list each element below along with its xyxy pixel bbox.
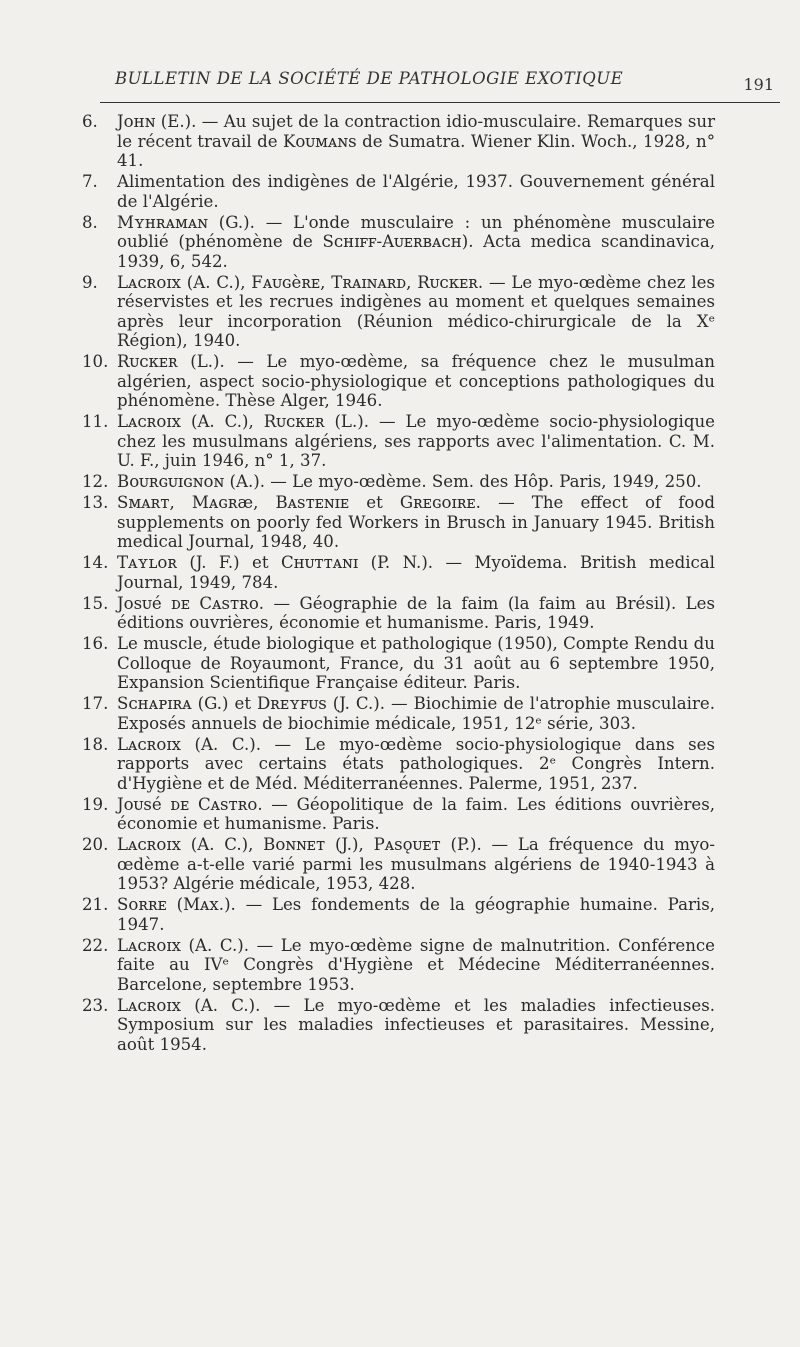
page-number: 191 (743, 75, 774, 94)
reference-item (0, 835, 800, 894)
reference-number: 19. (82, 794, 109, 814)
reference-list (0, 112, 800, 1056)
reference-text: Lᴀᴄʀᴏɪx (A. C.). — Le myo-œdème socio-physiologique dans ses rapports avec certains états pathologiques. 2ᵉ Congrès Intern. d'Hygiène et de Méd. Méditerranéennes. Palerme, 1951, 237. (117, 734, 715, 793)
reference-item (0, 472, 800, 492)
reference-item (0, 213, 800, 272)
reference-item (0, 172, 800, 211)
reference-text: Sᴏʀʀᴇ (Mᴀx.). — Les fondements de la géographie humaine. Paris, 1947. (117, 895, 715, 934)
reference-item (0, 352, 800, 411)
reference-number: 18. (82, 734, 109, 754)
reference-text: Sᴄʜᴀᴘɪʀᴀ (G.) et Dʀᴇʏꜰᴜs (J. C.). — Biochimie de l'atrophie musculaire. Exposés annuels de biochimie médicale, 1951, 12ᵉ série, 303. (117, 694, 715, 733)
reference-text: Tᴀʏʟᴏʀ (J. F.) et Cʜᴜᴛᴛᴀɴɪ (P. N.). — Myoïdema. British medical Journal, 1949, 784. (117, 553, 715, 592)
reference-item (0, 553, 800, 592)
reference-item (0, 594, 800, 633)
reference-item (0, 996, 800, 1055)
reference-text: Le muscle, étude biologique et pathologique (1950), Compte Rendu du Colloque de Royaumont, France, du 31 août au 6 septembre 1950, Expansion Scientifique Française éditeur. Paris. (117, 634, 715, 692)
reference-text: Lᴀᴄʀᴏɪx (A. C.). — Le myo-œdème et les maladies infectieuses. Symposium sur les maladies infectieuses et parasitaires. Messine, août 1954. (117, 995, 715, 1054)
reference-text: Jᴏᴜsé ᴅᴇ Cᴀsᴛʀᴏ. — Géopolitique de la faim. Les éditions ouvrières, économie et humanisme. Paris. (117, 794, 715, 833)
reference-text: Bᴏᴜʀɢᴜɪɢɴᴏɴ (A.). — Le myo-œdème. Sem. des Hôp. Paris, 1949, 250. (117, 472, 702, 491)
reference-item (0, 493, 800, 552)
running-title: BULLETIN DE LA SOCIÉTÉ DE PATHOLOGIE EXOTIQUE (115, 69, 624, 88)
reference-number: 8. (82, 212, 98, 232)
reference-text: Mʏʜʀᴀᴍᴀɴ (G.). — L'onde musculaire : un phénomène musculaire oublié (phénomène de Sᴄʜɪꜰꜰ-Aᴜᴇʀʙᴀᴄʜ). Acta medica scandinavica, 1939, 6, 542. (117, 212, 715, 271)
reference-text: Jᴏsᴜé ᴅᴇ Cᴀsᴛʀᴏ. — Géographie de la faim (la faim au Brésil). Les éditions ouvrières, économie et humanisme. Paris, 1949. (117, 593, 715, 632)
reference-text: Sᴍᴀʀᴛ, Mᴀɢʀæ, Bᴀsᴛᴇɴɪᴇ et Gʀᴇɢᴏɪʀᴇ. — The effect of food supplements on poorly fed Workers in Brusch in January 1945. British medical Journal, 1948, 40. (117, 493, 715, 551)
reference-number: 13. (82, 493, 109, 512)
reference-item (0, 735, 800, 794)
reference-item (0, 795, 800, 834)
reference-text: Lᴀᴄʀᴏɪx (A. C.), Fᴀᴜɢèʀᴇ, Tʀᴀɪɴᴀʀᴅ, Rᴜᴄᴋᴇʀ. — Le myo-œdème chez les réservistes et les recrues indigènes au moment et quelques semaines après leur incorporation (Réunion médico-chirurgicale de la Xᵉ Région), 1940. (117, 272, 715, 350)
reference-item (0, 936, 800, 995)
reference-number: 22. (82, 935, 109, 955)
reference-item (0, 412, 800, 471)
reference-number: 23. (82, 995, 109, 1015)
reference-number: 21. (82, 895, 109, 914)
reference-number: 7. (82, 172, 98, 191)
reference-item (0, 694, 800, 733)
reference-number: 15. (82, 593, 109, 613)
reference-number: 16. (82, 634, 109, 653)
reference-text: Lᴀᴄʀᴏɪx (A. C.), Bᴏɴɴᴇᴛ (J.), Pᴀsǫᴜᴇᴛ (P.). — La fréquence du myo-œdème a-t-elle varié parmi les musulmans algériens de 1940-1943 à 1953? Algérie médicale, 1953, 428. (117, 835, 715, 893)
reference-number: 9. (82, 272, 98, 292)
reference-item (0, 112, 800, 171)
reference-item (0, 634, 800, 693)
page-header (100, 62, 780, 103)
reference-item (0, 895, 800, 934)
reference-number: 12. (82, 472, 109, 491)
reference-number: 6. (82, 112, 98, 131)
reference-number: 20. (82, 835, 109, 854)
reference-text: Jᴏʜɴ (E.). — Au sujet de la contraction idio-musculaire. Remarques sur le récent travail de Kᴏᴜᴍᴀɴs de Sumatra. Wiener Klin. Woch., 1928, n° 41. (117, 112, 715, 170)
reference-text: Lᴀᴄʀᴏɪx (A. C.), Rᴜᴄᴋᴇʀ (L.). — Le myo-œdème socio-physiologique chez les musulmans algériens, ses rapports avec l'alimentation. C. M. U. F., juin 1946, n° 1, 37. (117, 412, 715, 470)
reference-item (0, 273, 800, 351)
reference-number: 14. (82, 553, 109, 572)
reference-text: Alimentation des indigènes de l'Algérie, 1937. Gouvernement général de l'Algérie. (117, 172, 715, 211)
reference-number: 11. (82, 412, 109, 431)
reference-text: Rᴜᴄᴋᴇʀ (L.). — Le myo-œdème, sa fréquence chez le musulman algérien, aspect socio-physiologique et conceptions pathologiques du phénomène. Thèse Alger, 1946. (117, 352, 715, 410)
reference-text: Lᴀᴄʀᴏɪx (A. C.). — Le myo-œdème signe de malnutrition. Conférence faite au IVᵉ Congrès d'Hygiène et Médecine Méditerranéennes. Barcelone, septembre 1953. (117, 935, 715, 994)
reference-number: 10. (82, 352, 109, 371)
reference-number: 17. (82, 694, 109, 713)
